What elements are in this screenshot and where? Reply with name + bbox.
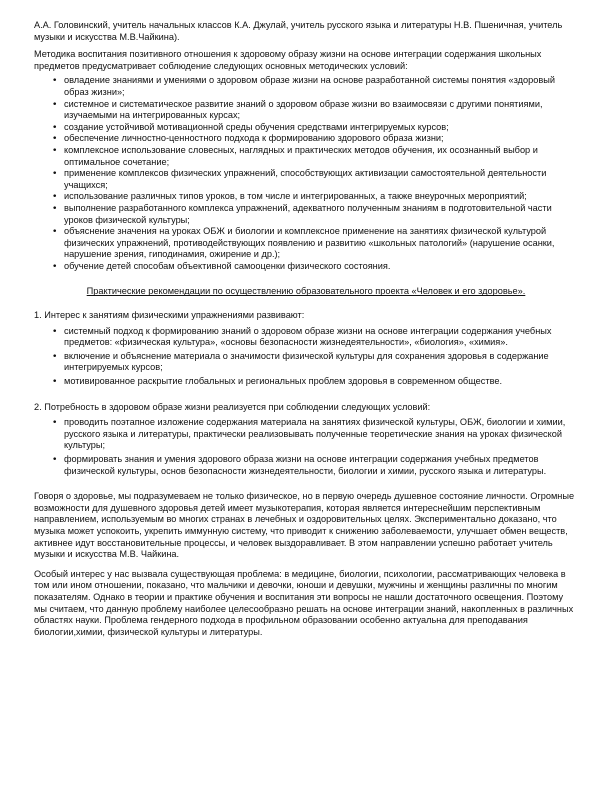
list-item: • мотивированное раскрытие глобальных и региональных проблем здоровья в современном обществе. (34, 376, 578, 388)
list-item: • обучение детей способам объективной самооценки физического состояния. (34, 261, 578, 273)
recommendations-title: Практические рекомендации по осуществлению образовательного проекта «Человек и его здоровье». (86, 286, 526, 297)
list-item: • системный подход к формированию знаний о здоровом образе жизни на основе интеграции содержания учебных предметов: «физическая культура», «основы безопасности жизнедеятельности», «биология», «химия». (34, 326, 578, 349)
list-item: • выполнение разработанного комплекса упражнений, адекватного полученным знаниям в подготовительной части уроков физической культуры; (34, 203, 578, 226)
section-2-heading: 2. Потребность в здоровом образе жизни реализуется при соблюдении следующих условий: (34, 401, 431, 412)
paragraph-music-therapy: Говоря о здоровье, мы подразумеваем не только физическое, но в первую очередь душевное состояние личности. Огромные возможности для душевного здоровья детей имеет музыкотерапия, которая является интереснейшим перспективным направлением, используемым во многих странах в лечебных и оздоровительных целях. Экспериментально доказано, что музыка может успокоить, укрепить иммунную систему, что приводит к снижению заболеваемости, улучшает обмен веществ, активнее идут восстановительные процессы, и человек выздоравливает. В этом направлении успешно работает учитель музыки и искусства М.В. Чайкина. (34, 491, 575, 560)
list-item: • проводить поэтапное изложение содержания материала на занятиях физической культуры, ОБЖ, биологии и химии, русского языка и литературы, практически реализовывать полученные теоретические знания на уроках физической культуры; (34, 417, 578, 452)
list-item: • формировать знания и умения здорового образа жизни на основе интеграции содержания учебных предметов физической культуры, основ безопасности жизнедеятельности, биологии и химии, русского языка и литературы. (34, 454, 578, 477)
list-item: • обеспечение личностно-ценностного подхода к формированию здорового образа жизни; (34, 133, 578, 145)
authors-line: А.А. Головинский, учитель начальных классов К.А. Джулай, учитель русского языка и литературы Н.В. Пшеничная, учитель музыки и искусства М.В.Чайкина). (34, 20, 563, 42)
intro-paragraph: Методика воспитания позитивного отношения к здоровому образу жизни на основе интеграции содержания школьных предметов предусматривает соблюдение следующих основных методических условий: (34, 49, 542, 71)
list-item: • включение и объяснение материала о значимости физической культуры для сохранения здоровья в содержание интегрируемых курсов; (34, 351, 578, 374)
list-item: • использование различных типов уроков, в том числе и интегрированных, а также внеурочных мероприятий; (34, 191, 578, 203)
list-item: • системное и систематическое развитие знаний о здоровом образе жизни во взаимосвязи с другими понятиями, изучаемыми на интегрированных курсах; (34, 99, 578, 122)
list-item: • объяснение значения на уроках ОБЖ и биологии и комплексное применение на занятиях физической культурой физических упражнений, противодействующих появлению и развитию «школьных патологий» (нарушение осанки, нарушение зрения, гиподинамия, ожирение и др.); (34, 226, 578, 261)
section-2-list (34, 417, 578, 477)
list-item: • создание устойчивой мотивационной среды обучения средствами интегрируемых курсов; (34, 122, 578, 134)
paragraph-gender-approach: Особый интерес у нас вызвала существующая проблема: в медицине, биологии, психологии, рассматривающих человека в том или ином отношении, показано, что мальчики и девочки, юноши и девушки, мужчины и женщины различны по многим показателям. Однако в теории и практике обучения и воспитания эти вопросы не нашли достаточного освещения. Поэтому мы считаем, что данную проблему наиболее целесообразно решать на основе интеграции знаний, накопленных в различных областях науки. Проблема гендерного подхода в профильном образовании особенно актуальна для преподавания биологии,химии, физической культуры и литературы. (34, 568, 574, 637)
section-1-list (34, 326, 578, 388)
document-page (34, 20, 578, 646)
section-1-heading: 1. Интерес к занятиям физическими упражнениями развивают: (34, 310, 305, 321)
list-item: • применение комплексов физических упражнений, способствующих активизации самостоятельной деятельности учащихся; (34, 168, 578, 191)
list-item: • комплексное использование словесных, наглядных и практических методов обучения, их осознанный выбор и оптимальное сочетание; (34, 145, 578, 168)
conditions-list (34, 75, 578, 272)
list-item: • овладение знаниями и умениями о здоровом образе жизни на основе разработанной системы понятия «здоровый образ жизни»; (34, 75, 578, 98)
